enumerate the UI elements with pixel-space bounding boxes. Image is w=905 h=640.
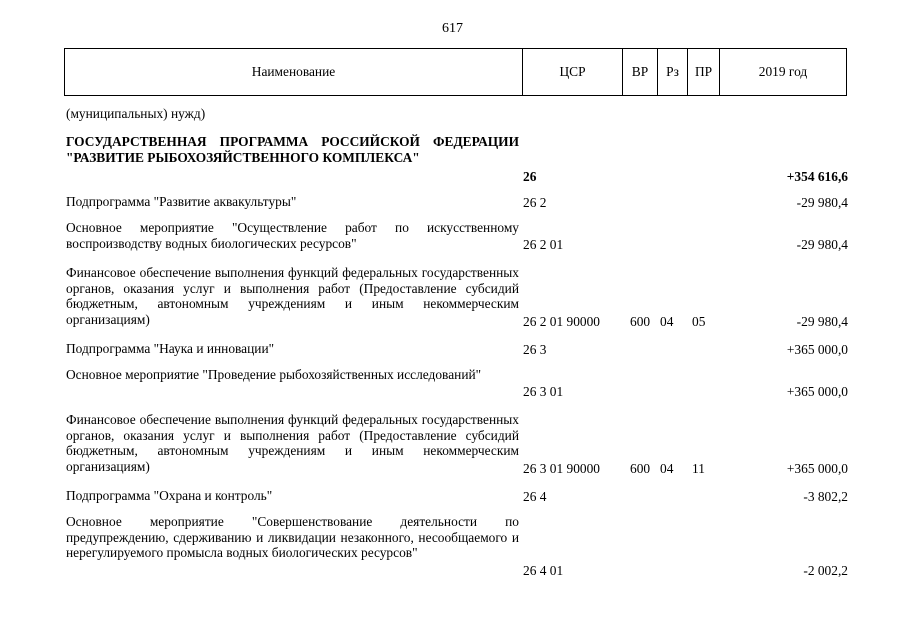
- row-name: Основное мероприятие "Совершенствование деятельности по предупреждению, сдерживанию и ликвидации незаконного, несообщаемого и нерегулируемого промысла водных биологических ресурсов": [66, 514, 519, 560]
- row-name: Подпрограмма "Наука и инновации": [66, 341, 275, 356]
- row-value: +365 000,0: [786, 341, 848, 357]
- row-vr: 600: [630, 313, 651, 329]
- table-row: [0, 265, 905, 329]
- header-rz: Рз: [657, 49, 687, 95]
- row-csr: 26 2 01: [523, 236, 564, 252]
- header-year: 2019 год: [719, 49, 846, 95]
- header-pr: ПР: [687, 49, 719, 95]
- row-value: -29 980,4: [796, 194, 848, 210]
- row-rz: 04: [660, 460, 674, 476]
- row-value: +365 000,0: [786, 460, 848, 476]
- row-name: ГОСУДАРСТВЕННАЯ ПРОГРАММА РОССИЙСКОЙ ФЕДЕРАЦИИ "РАЗВИТИЕ РЫБОХОЗЯЙСТВЕННОГО КОМПЛЕКСА": [66, 134, 519, 165]
- continuation-text: (муниципальных) нужд): [66, 106, 206, 121]
- continuation-row: [0, 106, 905, 124]
- row-vr: 600: [630, 460, 651, 476]
- header-name: Наименование: [251, 64, 336, 79]
- row-csr: 26 4: [523, 488, 547, 504]
- row-csr: 26 4 01: [523, 562, 564, 578]
- row-csr: 26 2 01 90000: [523, 313, 600, 329]
- row-csr: 26: [523, 168, 537, 184]
- row-csr: 26 3: [523, 341, 547, 357]
- table-row: [0, 488, 905, 504]
- table-row: [0, 220, 905, 252]
- row-csr: 26 3 01 90000: [523, 460, 600, 476]
- row-csr: 26 2: [523, 194, 547, 210]
- row-name: Основное мероприятие "Проведение рыбохозяйственных исследований": [66, 367, 482, 382]
- row-rz: 04: [660, 313, 674, 329]
- row-name: Финансовое обеспечение выполнения функций федеральных государственных органов, оказания услуг и выполнения работ (Предоставление субсидий бюджетным, автономным учреждениям и иным некоммерческим организациям): [66, 412, 519, 474]
- row-name: Основное мероприятие "Осуществление работ по искусственному воспроизводству водных биологических ресурсов": [66, 220, 519, 251]
- row-name: Подпрограмма "Развитие аквакультуры": [66, 194, 297, 209]
- row-value: +365 000,0: [786, 383, 848, 399]
- table-row: [0, 134, 905, 184]
- table-row: [0, 367, 905, 399]
- row-pr: 05: [692, 313, 706, 329]
- row-value: -29 980,4: [796, 313, 848, 329]
- row-value: -2 002,2: [803, 562, 848, 578]
- table-row: [0, 341, 905, 357]
- row-value: +354 616,6: [786, 168, 848, 184]
- table-row: [0, 514, 905, 578]
- row-name: Подпрограмма "Охрана и контроль": [66, 488, 273, 503]
- row-name: Финансовое обеспечение выполнения функций федеральных государственных органов, оказания услуг и выполнения работ (Предоставление субсидий бюджетным, автономным учреждениям и иным некоммерческим организациям): [66, 265, 519, 327]
- header-vr: ВР: [622, 49, 657, 95]
- row-pr: 11: [692, 460, 705, 476]
- page-number: 617: [442, 21, 463, 36]
- row-csr: 26 3 01: [523, 383, 564, 399]
- table-header: [64, 48, 847, 96]
- row-value: -29 980,4: [796, 236, 848, 252]
- table-row: [0, 412, 905, 476]
- row-value: -3 802,2: [803, 488, 848, 504]
- header-csr: ЦСР: [522, 49, 622, 95]
- table-row: [0, 194, 905, 210]
